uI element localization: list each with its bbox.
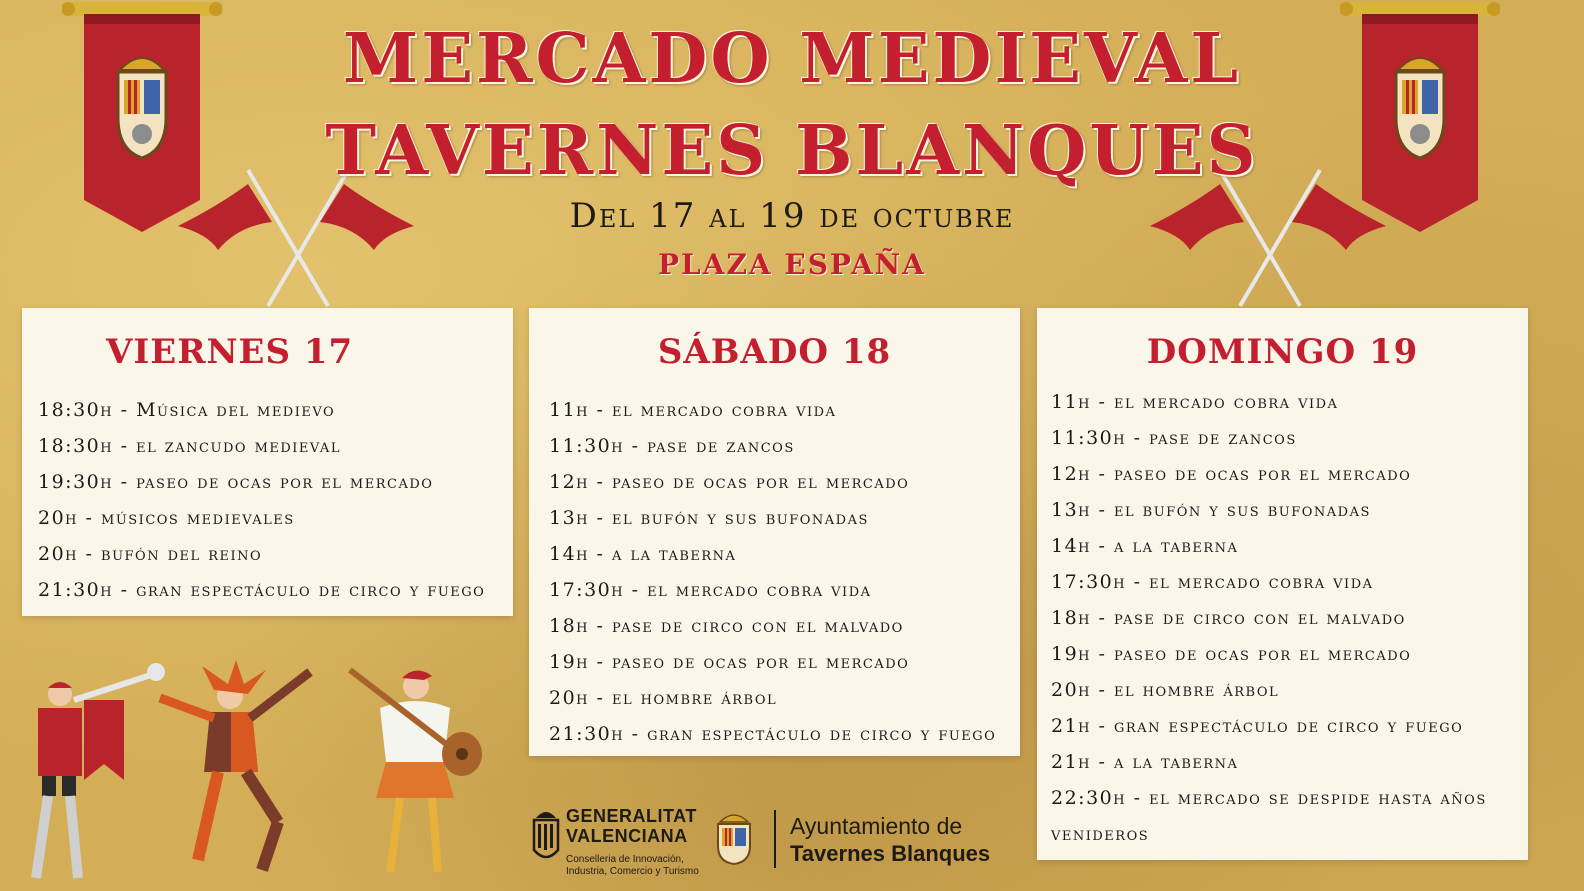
list-item: 14h - a la taberna bbox=[1051, 535, 1239, 557]
minstrel-figures-icon bbox=[14, 650, 504, 886]
list-item: 20h - el hombre árbol bbox=[549, 687, 778, 709]
list-item: 11h - el mercado cobra vida bbox=[549, 399, 837, 421]
coat-of-arms-icon bbox=[712, 808, 756, 866]
list-item: 18h - pase de circo con el malvado bbox=[1051, 607, 1406, 629]
list-item: 21:30h - gran espectáculo de circo y fuego bbox=[549, 723, 997, 745]
list-item: 11:30h - pase de zancos bbox=[549, 435, 795, 457]
list-item: 20h - el hombre árbol bbox=[1051, 679, 1280, 701]
list-item: 13h - el bufón y sus bufonadas bbox=[549, 507, 869, 529]
list-item: 22:30h - el mercado se despide hasta años venideros bbox=[1051, 787, 1487, 845]
list-item: 19h - paseo de ocas por el mercado bbox=[1051, 643, 1412, 665]
generalitat-conselleria: Conselleria de Innovación, Industria, Comercio y Turismo bbox=[566, 854, 699, 877]
list-item: 18h - pase de circo con el malvado bbox=[549, 615, 904, 637]
footer-divider bbox=[774, 810, 776, 868]
list-item: 17:30h - el mercado cobra vida bbox=[1051, 571, 1374, 593]
generalitat-line-2: VALENCIANA bbox=[566, 826, 688, 846]
event-dates: Del 17 al 19 de octubre bbox=[569, 196, 1015, 236]
day-title: DOMINGO 19 bbox=[1146, 332, 1419, 372]
list-item: 11h - el mercado cobra vida bbox=[1051, 391, 1339, 413]
list-item: 20h - bufón del reino bbox=[38, 543, 263, 565]
day-title: VIERNES 17 bbox=[106, 332, 354, 372]
day-title: SÁBADO 18 bbox=[657, 332, 892, 372]
generalitat-line-1: GENERALITAT bbox=[566, 806, 697, 826]
jester-figure bbox=[160, 660, 310, 870]
schedule-list bbox=[38, 392, 485, 608]
list-item: 18:30h - Música del medievo bbox=[38, 399, 336, 421]
trumpeter-figure bbox=[36, 663, 165, 878]
title-line-2: TAVERNES BLANQUES bbox=[325, 111, 1259, 191]
list-item: 19h - paseo de ocas por el mercado bbox=[549, 651, 910, 673]
list-item: 12h - paseo de ocas por el mercado bbox=[549, 471, 910, 493]
list-item: 11:30h - pase de zancos bbox=[1051, 427, 1297, 449]
list-item: 21h - a la taberna bbox=[1051, 751, 1239, 773]
list-item: 21h - gran espectáculo de circo y fuego bbox=[1051, 715, 1464, 737]
title-line-1: MERCADO MEDIEVAL bbox=[342, 19, 1242, 99]
list-item: 13h - el bufón y sus bufonadas bbox=[1051, 499, 1371, 521]
list-item: 21:30h - gran espectáculo de circo y fuego bbox=[38, 579, 486, 601]
ayuntamiento-line-2: Tavernes Blanques bbox=[790, 841, 991, 866]
lute-player-figure bbox=[350, 670, 482, 872]
generalitat-name bbox=[566, 806, 697, 846]
schedule-card-friday bbox=[22, 308, 513, 616]
schedule-list bbox=[1051, 384, 1521, 852]
list-item: 17:30h - el mercado cobra vida bbox=[549, 579, 872, 601]
ayuntamiento-line-1: Ayuntamiento de bbox=[790, 813, 963, 839]
event-location: PLAZA ESPAÑA bbox=[657, 248, 926, 281]
list-item: 20h - músicos medievales bbox=[38, 507, 295, 529]
list-item: 12h - paseo de ocas por el mercado bbox=[1051, 463, 1412, 485]
list-item: 18:30h - el zancudo medieval bbox=[38, 435, 341, 457]
schedule-card-saturday bbox=[529, 308, 1020, 756]
schedule-card-sunday bbox=[1037, 308, 1528, 860]
ayuntamiento-logo bbox=[790, 812, 990, 868]
list-item: 14h - a la taberna bbox=[549, 543, 737, 565]
generalitat-logo-icon bbox=[530, 806, 562, 868]
list-item: 19:30h - paseo de ocas por el mercado bbox=[38, 471, 434, 493]
schedule-list bbox=[549, 392, 996, 752]
